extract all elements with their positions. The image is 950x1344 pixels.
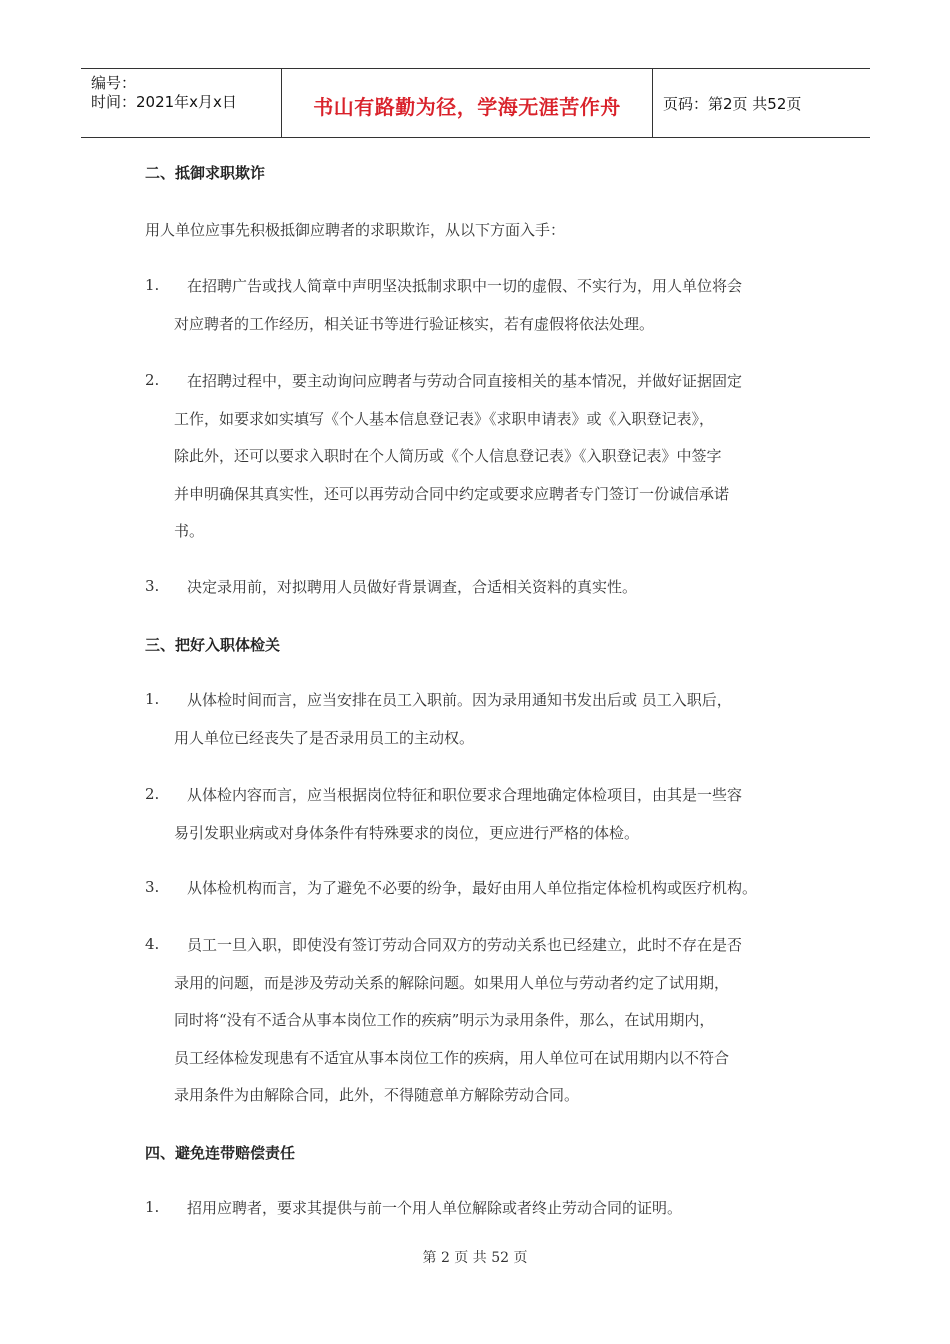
- list-item-line: 录用的问题，而是涉及劳动关系的解除问题。如果用人单位与劳动者约定了试用期，: [174, 974, 730, 992]
- list-item-line: 并申明确保其真实性，还可以再劳动合同中约定或要求应聘者专门签订一份诚信承诺: [174, 485, 730, 503]
- list-item-line: 员工经体检发现患有不适宜从事本岗位工作的疾病，用人单位可在试用期内以不符合: [174, 1049, 730, 1067]
- list-item-line: 同时将“没有不适合从事本岗位工作的疾病”明示为录用条件，那么，在试用期内，: [174, 1011, 715, 1029]
- list-item-line: 对应聘者的工作经历，相关证书等进行验证核实，若有虚假将依法处理。: [174, 315, 655, 333]
- header-page-cell: [653, 69, 870, 137]
- list-item-line: 从体检时间而言，应当安排在员工入职前。因为录用通知书发出后或 员工入职后，: [187, 691, 732, 709]
- list-item-number: 2.: [145, 371, 160, 389]
- list-item-line: 易引发职业病或对身体条件有特殊要求的岗位，更应进行严格的体检。: [174, 824, 640, 842]
- list-item-number: 1.: [145, 1198, 160, 1216]
- list-item-line: 书。: [174, 522, 205, 540]
- list-item-line: 工作，如要求如实填写《个人基本信息登记表》《求职申请表》或《入职登记表》，: [174, 410, 715, 428]
- list-item-line: 员工一旦入职，即使没有签订劳动合同双方的劳动关系也已经建立，此时不存在是否: [187, 936, 743, 954]
- section-heading: 四、避免连带赔偿责任: [145, 1144, 296, 1162]
- page-number-label: 页码：第2页 共52页: [663, 95, 802, 113]
- document-time-label: 时间：2021年x月x日: [91, 93, 237, 111]
- motto-text: 书山有路勤为径，学海无涯苦作舟: [313, 95, 621, 119]
- header-motto-cell: [282, 69, 653, 137]
- page-footer: 第 2 页 共 52 页: [422, 1250, 528, 1266]
- list-item-line: 决定录用前，对拟聘用人员做好背景调查，合适相关资料的真实性。: [187, 578, 638, 596]
- list-item-line: 招用应聘者，要求其提供与前一个用人单位解除或者终止劳动合同的证明。: [187, 1199, 683, 1217]
- section-heading: 二、抵御求职欺诈: [145, 164, 266, 182]
- section-heading: 三、把好入职体检关: [145, 636, 281, 654]
- list-item-line: 录用条件为由解除合同，此外，不得随意单方解除劳动合同。: [174, 1086, 580, 1104]
- list-item-number: 1.: [145, 690, 160, 708]
- list-item-line: 从体检内容而言，应当根据岗位特征和职位要求合理地确定体检项目，由其是一些容: [187, 786, 743, 804]
- section-intro: 用人单位应事先积极抵御应聘者的求职欺诈，从以下方面入手：: [145, 221, 566, 239]
- list-item-number: 3.: [145, 878, 160, 896]
- document-number-label: 编号：: [91, 74, 137, 92]
- page-header: [81, 68, 870, 138]
- header-info-cell: [81, 69, 282, 137]
- list-item-line: 在招聘广告或找人简章中声明坚决抵制求职中一切的虚假、不实行为，用人单位将会: [187, 277, 743, 295]
- list-item-number: 1.: [145, 276, 160, 294]
- list-item-line: 除此外，还可以要求入职时在个人简历或《个人信息登记表》《入职登记表》中签字: [174, 447, 722, 465]
- list-item-number: 2.: [145, 785, 160, 803]
- list-item-line: 从体检机构而言，为了避免不必要的纷争，最好由用人单位指定体检机构或医疗机构。: [187, 879, 758, 897]
- list-item-number: 4.: [145, 935, 160, 953]
- list-item-line: 用人单位已经丧失了是否录用员工的主动权。: [174, 729, 475, 747]
- list-item-line: 在招聘过程中，要主动询问应聘者与劳动合同直接相关的基本情况，并做好证据固定: [187, 372, 743, 390]
- list-item-number: 3.: [145, 577, 160, 595]
